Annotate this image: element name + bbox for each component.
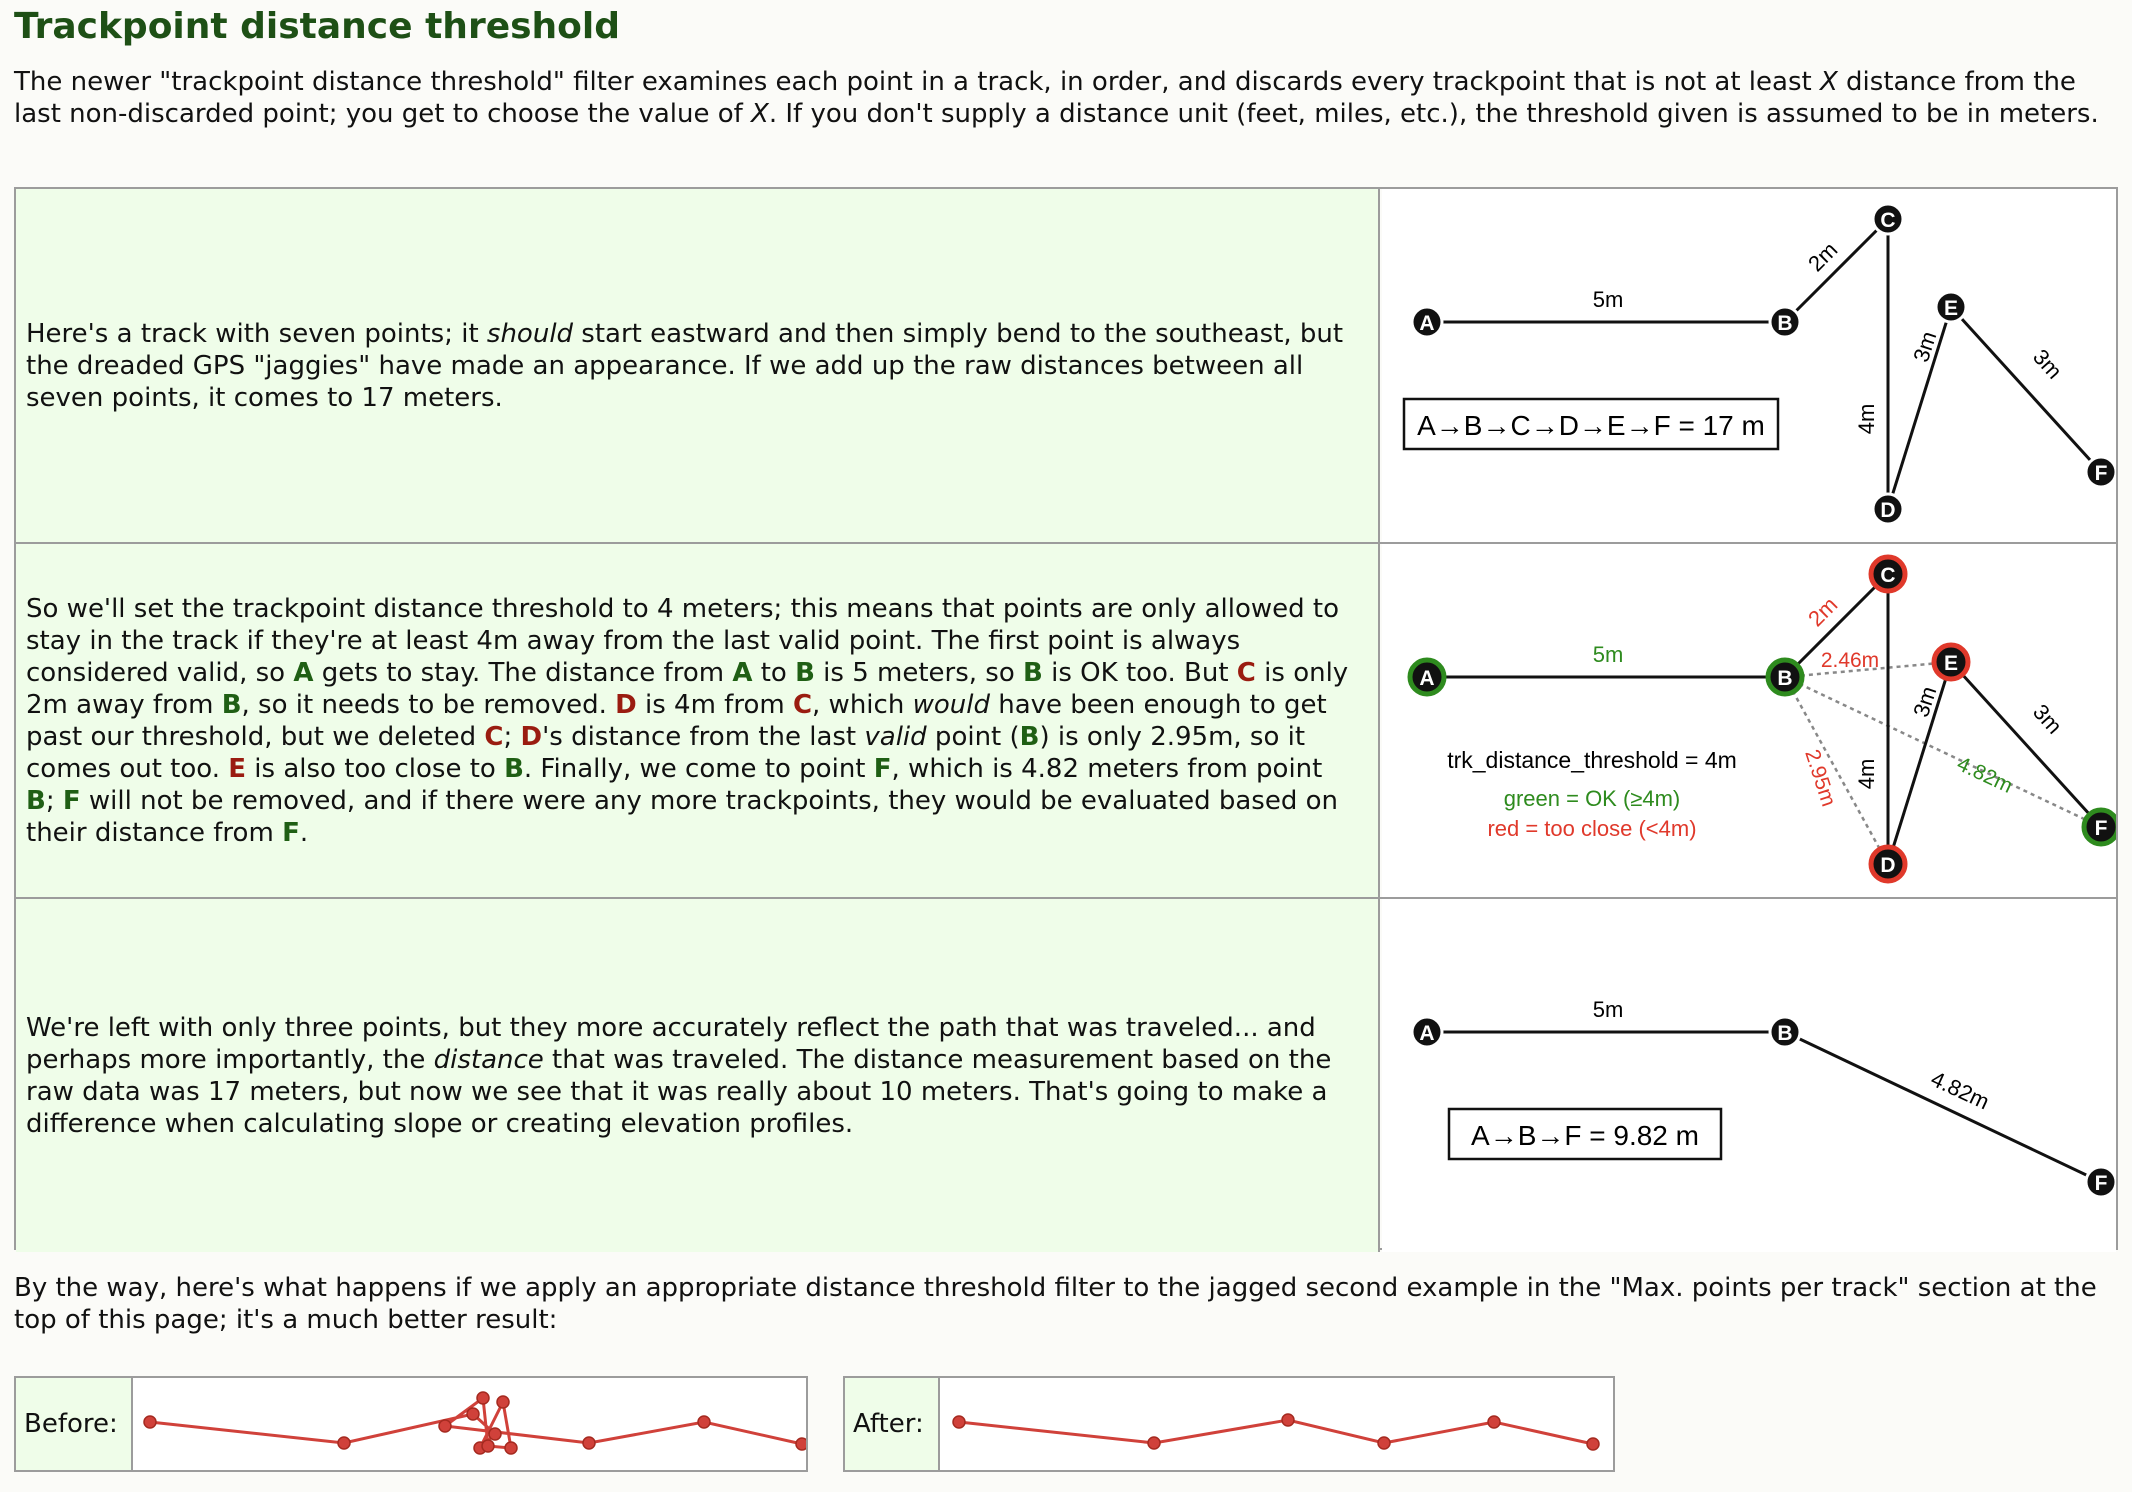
- row3-paragraph: [16, 1012, 1378, 1140]
- threshold-setting: trk_distance_threshold = 4m: [1447, 747, 1737, 773]
- row-emphasis: distance: [433, 1044, 544, 1075]
- svg-text:D: D: [1880, 499, 1896, 522]
- segment-ef: [1951, 662, 2101, 827]
- row-emphasis: should: [486, 318, 574, 349]
- after-strip: [843, 1376, 1615, 1472]
- table-row-result: [16, 897, 2116, 1252]
- svg-text:B: B: [1777, 1022, 1793, 1045]
- svg-text:D: D: [1880, 854, 1896, 877]
- segment-ef: [1951, 307, 2101, 472]
- svg-text:F: F: [2094, 1172, 2108, 1195]
- label-cd: 4m: [1854, 403, 1879, 435]
- point-f: [2086, 1167, 2116, 1197]
- intro-text: The newer "trackpoint distance threshold" filter examines each point in a track, in order, and discards every trackpoint that is not at least: [14, 67, 1820, 97]
- row-text: that was traveled. The distance measurement based on the raw data was 17 meters, but now we see that it was really about 10 meters. That's going to make a difference when calculating slope or creating elevation profiles.: [26, 1044, 1332, 1139]
- svg-text:F: F: [2094, 817, 2108, 840]
- legend-too-close: red = too close (<4m): [1487, 816, 1697, 841]
- point-d: [1873, 494, 1903, 524]
- total-distance: A→B→F = 9.82 m: [1471, 1120, 1699, 1151]
- table-row-threshold: [16, 542, 2116, 897]
- label-bc: 2m: [1803, 237, 1843, 277]
- point-f: [2086, 457, 2116, 487]
- legend-ok: green = OK (≥4m): [1503, 786, 1681, 811]
- point-a: [1412, 307, 1442, 337]
- segment-bc: [1785, 219, 1888, 322]
- intro-var: X: [1819, 67, 1838, 97]
- svg-text:E: E: [1943, 297, 1959, 320]
- label-be: 2.46m: [1820, 649, 1880, 672]
- row-text: Here's a track with seven points; it: [26, 318, 487, 349]
- point-c: [1871, 557, 1905, 591]
- after-label: After:: [845, 1378, 940, 1470]
- label-ab: 5m: [1592, 287, 1624, 312]
- before-strip: [14, 1376, 808, 1472]
- svg-text:B: B: [1777, 312, 1793, 335]
- label-de: 3m: [1908, 328, 1942, 366]
- point-f: [2084, 810, 2116, 844]
- label-ab: 5m: [1592, 997, 1624, 1022]
- intro-var: X: [751, 99, 769, 129]
- svg-text:C: C: [1880, 209, 1896, 232]
- point-a: [1410, 660, 1444, 694]
- svg-text:A: A: [1419, 667, 1435, 690]
- diagram-cell-threshold: [1382, 544, 2116, 897]
- section-heading: Trackpoint distance threshold: [14, 6, 621, 47]
- text-cell: [16, 544, 1380, 897]
- intro-paragraph: [14, 66, 2104, 130]
- label-bd: 2.95m: [1800, 746, 1841, 810]
- raw-track-diagram: [1382, 189, 2116, 542]
- text-cell: [16, 899, 1380, 1252]
- svg-text:B: B: [1777, 667, 1793, 690]
- intro-text: . If you don't supply a distance unit (feet, miles, etc.), the threshold given is assumed to be in meters.: [768, 99, 2099, 129]
- total-distance: A→B→C→D→E→F = 17 m: [1417, 410, 1765, 441]
- label-ef: 3m: [2028, 344, 2068, 384]
- threshold-diagram: [1382, 544, 2116, 897]
- after-track: [940, 1378, 1613, 1470]
- point-a: [1412, 1017, 1442, 1047]
- point-e: [1934, 645, 1968, 679]
- point-b: [1768, 660, 1802, 694]
- after-paragraph: By the way, here's what happens if we apply an appropriate distance threshold filter to the jagged second example in the "Max. points per track" section at the top of this page; it's a much better result:: [14, 1273, 2097, 1335]
- point-b: [1770, 1017, 1800, 1047]
- row-text: We're left with only three points, but they more accurately reflect the path that was traveled... and perhaps more importantly, the: [26, 1012, 1316, 1075]
- row-text: start eastward and then simply bend to the southeast, but the dreaded GPS "jaggies" have made an appearance. If we add up the raw distances between all seven points, it comes to 17 meters.: [26, 318, 1344, 413]
- label-bc: 2m: [1803, 592, 1843, 632]
- svg-text:A: A: [1419, 1022, 1435, 1045]
- table-row-raw-track: [16, 189, 2116, 542]
- before-label: Before:: [16, 1378, 133, 1470]
- label-cd: 4m: [1854, 758, 1879, 790]
- label-bf: 4.82m: [1927, 1065, 1994, 1115]
- segment-bf: [1785, 1032, 2101, 1182]
- svg-text:E: E: [1943, 652, 1959, 675]
- label-ef: 3m: [2028, 699, 2068, 739]
- diagram-cell-raw: [1382, 189, 2116, 542]
- intro-text: distance from the last non-discarded point; you get to choose the value of: [14, 67, 2076, 129]
- svg-text:F: F: [2094, 462, 2108, 485]
- row1-paragraph: [16, 318, 1378, 414]
- label-ab: 5m: [1592, 642, 1624, 667]
- point-d: [1871, 847, 1905, 881]
- before-track: [133, 1378, 806, 1470]
- text-cell: [16, 189, 1380, 542]
- row2-paragraph: So we'll set the trackpoint distance threshold to 4 meters; this means that points are only allowed to stay in the track if they're at least 4m away from the last valid point. The first point is always considered valid, so A gets to stay. The distance from A to B is 5 meters, so B is OK too. But C is only 2m away from B, so it needs to be removed. D is 4m from C, which would have been enough to get past our threshold, but we deleted C; D's distance from the last valid point (B) is only 2.95m, so it comes out too. E is also too close to B. Finally, we come to point F, which is 4.82 meters from point B; F will not be removed, and if there were any more trackpoints, they would be evaluated based on their distance from F.: [26, 593, 1349, 848]
- label-bf: 4.82m: [1953, 752, 2017, 798]
- diagram-cell-result: [1382, 899, 2116, 1252]
- svg-text:C: C: [1880, 564, 1896, 587]
- point-c: [1873, 204, 1903, 234]
- label-de: 3m: [1908, 683, 1942, 721]
- point-e: [1936, 292, 1966, 322]
- point-b: [1770, 307, 1800, 337]
- explanation-table: [14, 187, 2118, 1250]
- svg-text:A: A: [1419, 312, 1435, 335]
- result-diagram: [1382, 899, 2116, 1252]
